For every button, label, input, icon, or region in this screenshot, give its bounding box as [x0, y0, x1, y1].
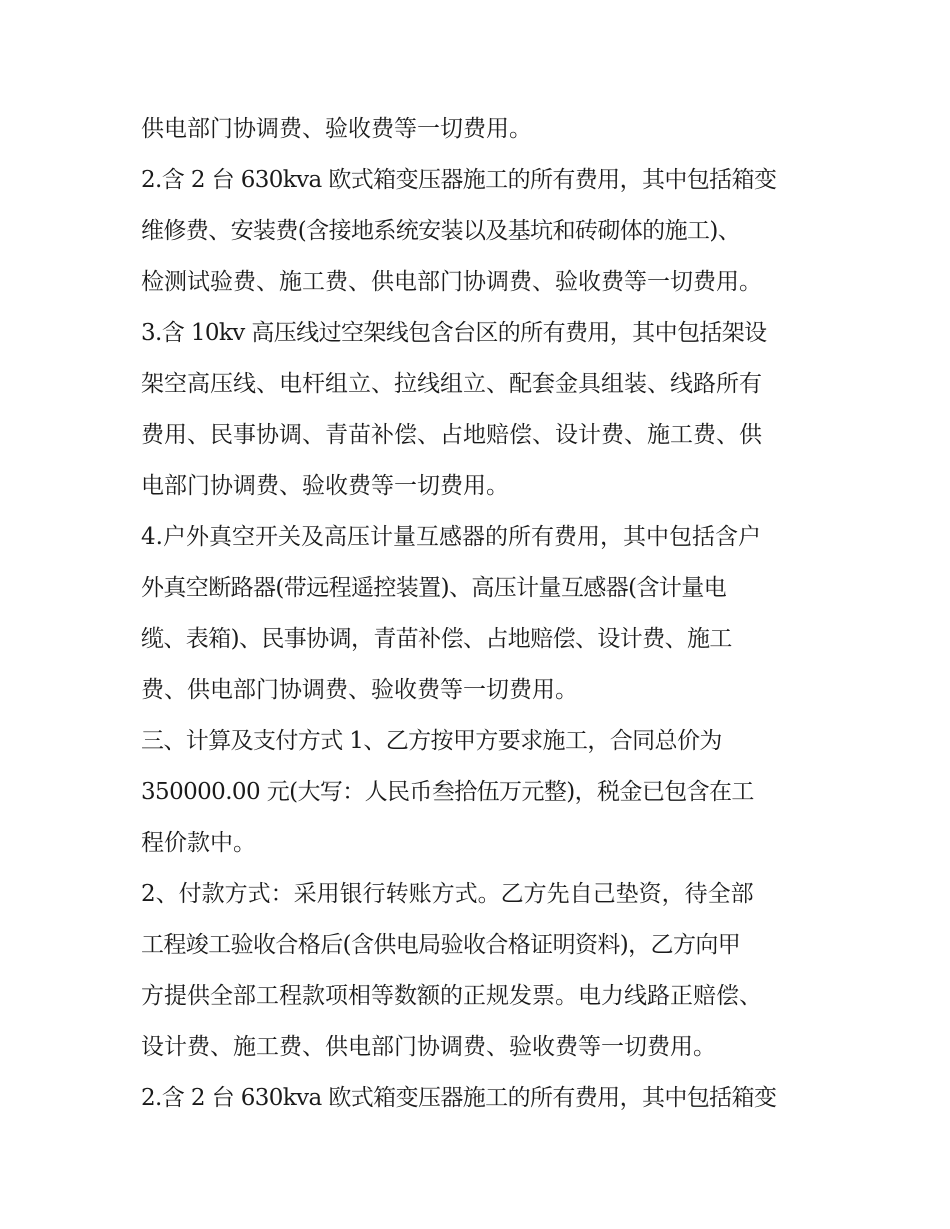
text-line: 费用、民事协调、青苗补偿、占地赔偿、设计费、施工费、供 — [141, 422, 762, 448]
text-line: 4.户外真空开关及高压计量互感器的所有费用，其中包括含户 — [141, 524, 761, 550]
text-line: 维修费、安装费(含接地系统安装以及基坑和砖砌体的施工)、 — [141, 218, 741, 244]
body-text — [141, 108, 821, 1128]
text-line: 设计费、施工费、供电部门协调费、验收费等一切费用。 — [141, 1034, 716, 1060]
text-line: 2、付款方式：采用银行转账方式。乙方先自己垫资，待全部 — [141, 881, 754, 907]
text-line: 供电部门协调费、验收费等一切费用。 — [141, 116, 532, 142]
text-line: 程价款中。 — [141, 830, 256, 856]
text-line: 费、供电部门协调费、验收费等一切费用。 — [141, 677, 578, 703]
text-line: 3.含 10kv 高压线过空架线包含台区的所有费用，其中包括架设 — [141, 320, 767, 346]
text-line: 检测试验费、施工费、供电部门协调费、验收费等一切费用。 — [141, 269, 762, 295]
text-line: 缆、表箱)、民事协调，青苗补偿、占地赔偿、设计费、施工 — [141, 626, 732, 652]
text-line: 2.含 2 台 630kva 欧式箱变压器施工的所有费用，其中包括箱变 — [141, 167, 777, 193]
text-line: 电部门协调费、验收费等一切费用。 — [141, 473, 509, 499]
text-line: 工程竣工验收合格后(含供电局验收合格证明资料)，乙方向甲 — [141, 932, 741, 958]
text-line: 架空高压线、电杆组立、拉线组立、配套金具组装、线路所有 — [141, 371, 762, 397]
text-line: 外真空断路器(带远程遥控装置)、高压计量互感器(含计量电 — [141, 575, 727, 601]
text-line: 350000.00 元(大写：人民币叁拾伍万元整)，税金已包含在工 — [141, 779, 754, 805]
text-line: 三、计算及支付方式 1、乙方按甲方要求施工，合同总价为 — [141, 728, 722, 754]
text-line: 2.含 2 台 630kva 欧式箱变压器施工的所有费用，其中包括箱变 — [141, 1085, 777, 1111]
text-line: 方提供全部工程款项相等数额的正规发票。电力线路正赔偿、 — [141, 983, 762, 1009]
